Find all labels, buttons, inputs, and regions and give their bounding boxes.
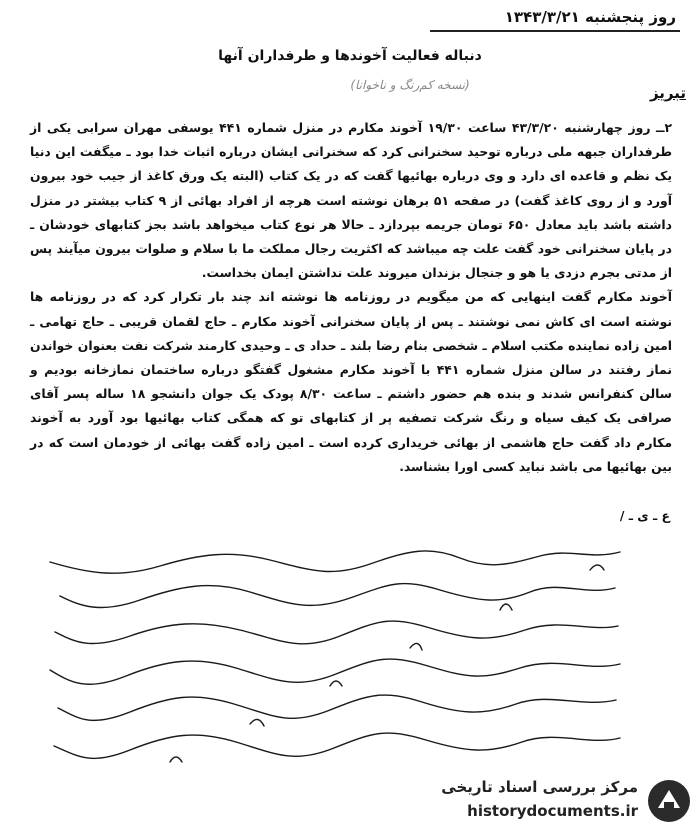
paragraph: آخوند مکارم گفت اینهایی که من میگویم در روزنامه ها نوشته اند چند بار تکرار کرد که در روزنامه ها نوشته است ای کاش نمی نوشتند ـ پس از پایان سخنرانی آخوند مکارم ـ حاج لقمان قریبی ـ حاج تهامی ـ امین زاده نماینده مکتب اسلام ـ شخصی بنام رضا بلند ـ حداد ی ـ وحیدی کارمند شرکت نفت بعنوان خواندن نماز رفتند در سالن منزل شماره ۴۴۱ با آخوند مکارم مشغول گفتگو درباره ساختمان نمازخانه بودیم و سالن کنفرانس شدند و بنده هم حضور داشتم ـ ساعت ۸/۳۰ پودک یک جوان دانشجو ۱۸ ساله پسر آقای صرافی یک کیف سیاه و رنگ شرکت تصفیه پر از کتابهای تو که همگی کتاب بهائیها بود آورد به آخوند مکارم داد گفت حاج هاشمی از بهائی خریداری کرده است ـ امین زاده گفت بهائی از خودمان است که در بین بهائیها می باشد نباید کسی اورا بشناسد. [30,289,673,474]
date-line: روز پنجشنبه ۱۳۴۳/۳/۲۱ [504,8,676,26]
watermark-url: historydocuments.ir [467,802,638,820]
faint-subtitle-line: (نسخه کم‌رنگ و ناخوانا) [350,78,470,92]
handwritten-annotation [30,540,630,780]
document-title: دنباله فعالیت آخوندها و طرفداران آنها [218,48,482,64]
paragraph: ۲ــ روز چهارشنبه ۴۳/۳/۲۰ ساعت ۱۹/۳۰ آخوند مکارم در منزل شماره ۴۴۱ یوسفی مهران سرابی یکی از طرفداران جبهه ملی درباره توحید سخنرانی کرد که سخنرانی ایشان درباره اثبات خدا بود ـ میگفت این دنیا یک نظم و قاعده ای دارد و وی درباره بهائیها گفت که در یک کتاب (البته یک ورق کاغذ از جیب خود بیرون آورد و از روی کاغذ گفت) در صفحه ۵۱ برهان نوشته است هرچه از افراد بهائی از ۹ کتاب بیشتر در منزل داشته باشد باید معادل ۶۵۰ تومان جریمه بپردازد ـ حالا هر نوع کتاب میخواهد باشد بجز کتابهای خودشان ـ در پایان سخنرانی خود گفت علت چه میباشد که اکثریت رجال مملکت ما با سلام و صلوات بیرون میآیند پس از مدتی بجرم دزدی یا هو و جنجال بزندان میروند علت نداشتن ایمان بخداست. [30,120,673,281]
date-underline [430,30,680,32]
watermark-title: مرکز بررسی اسناد تاریخی [441,778,638,796]
signoff: ع ـ ی ـ / [619,508,670,523]
section-label: تبریز [649,84,686,102]
archive-logo-icon [646,778,692,824]
watermark [432,772,694,828]
report-body [30,116,672,479]
